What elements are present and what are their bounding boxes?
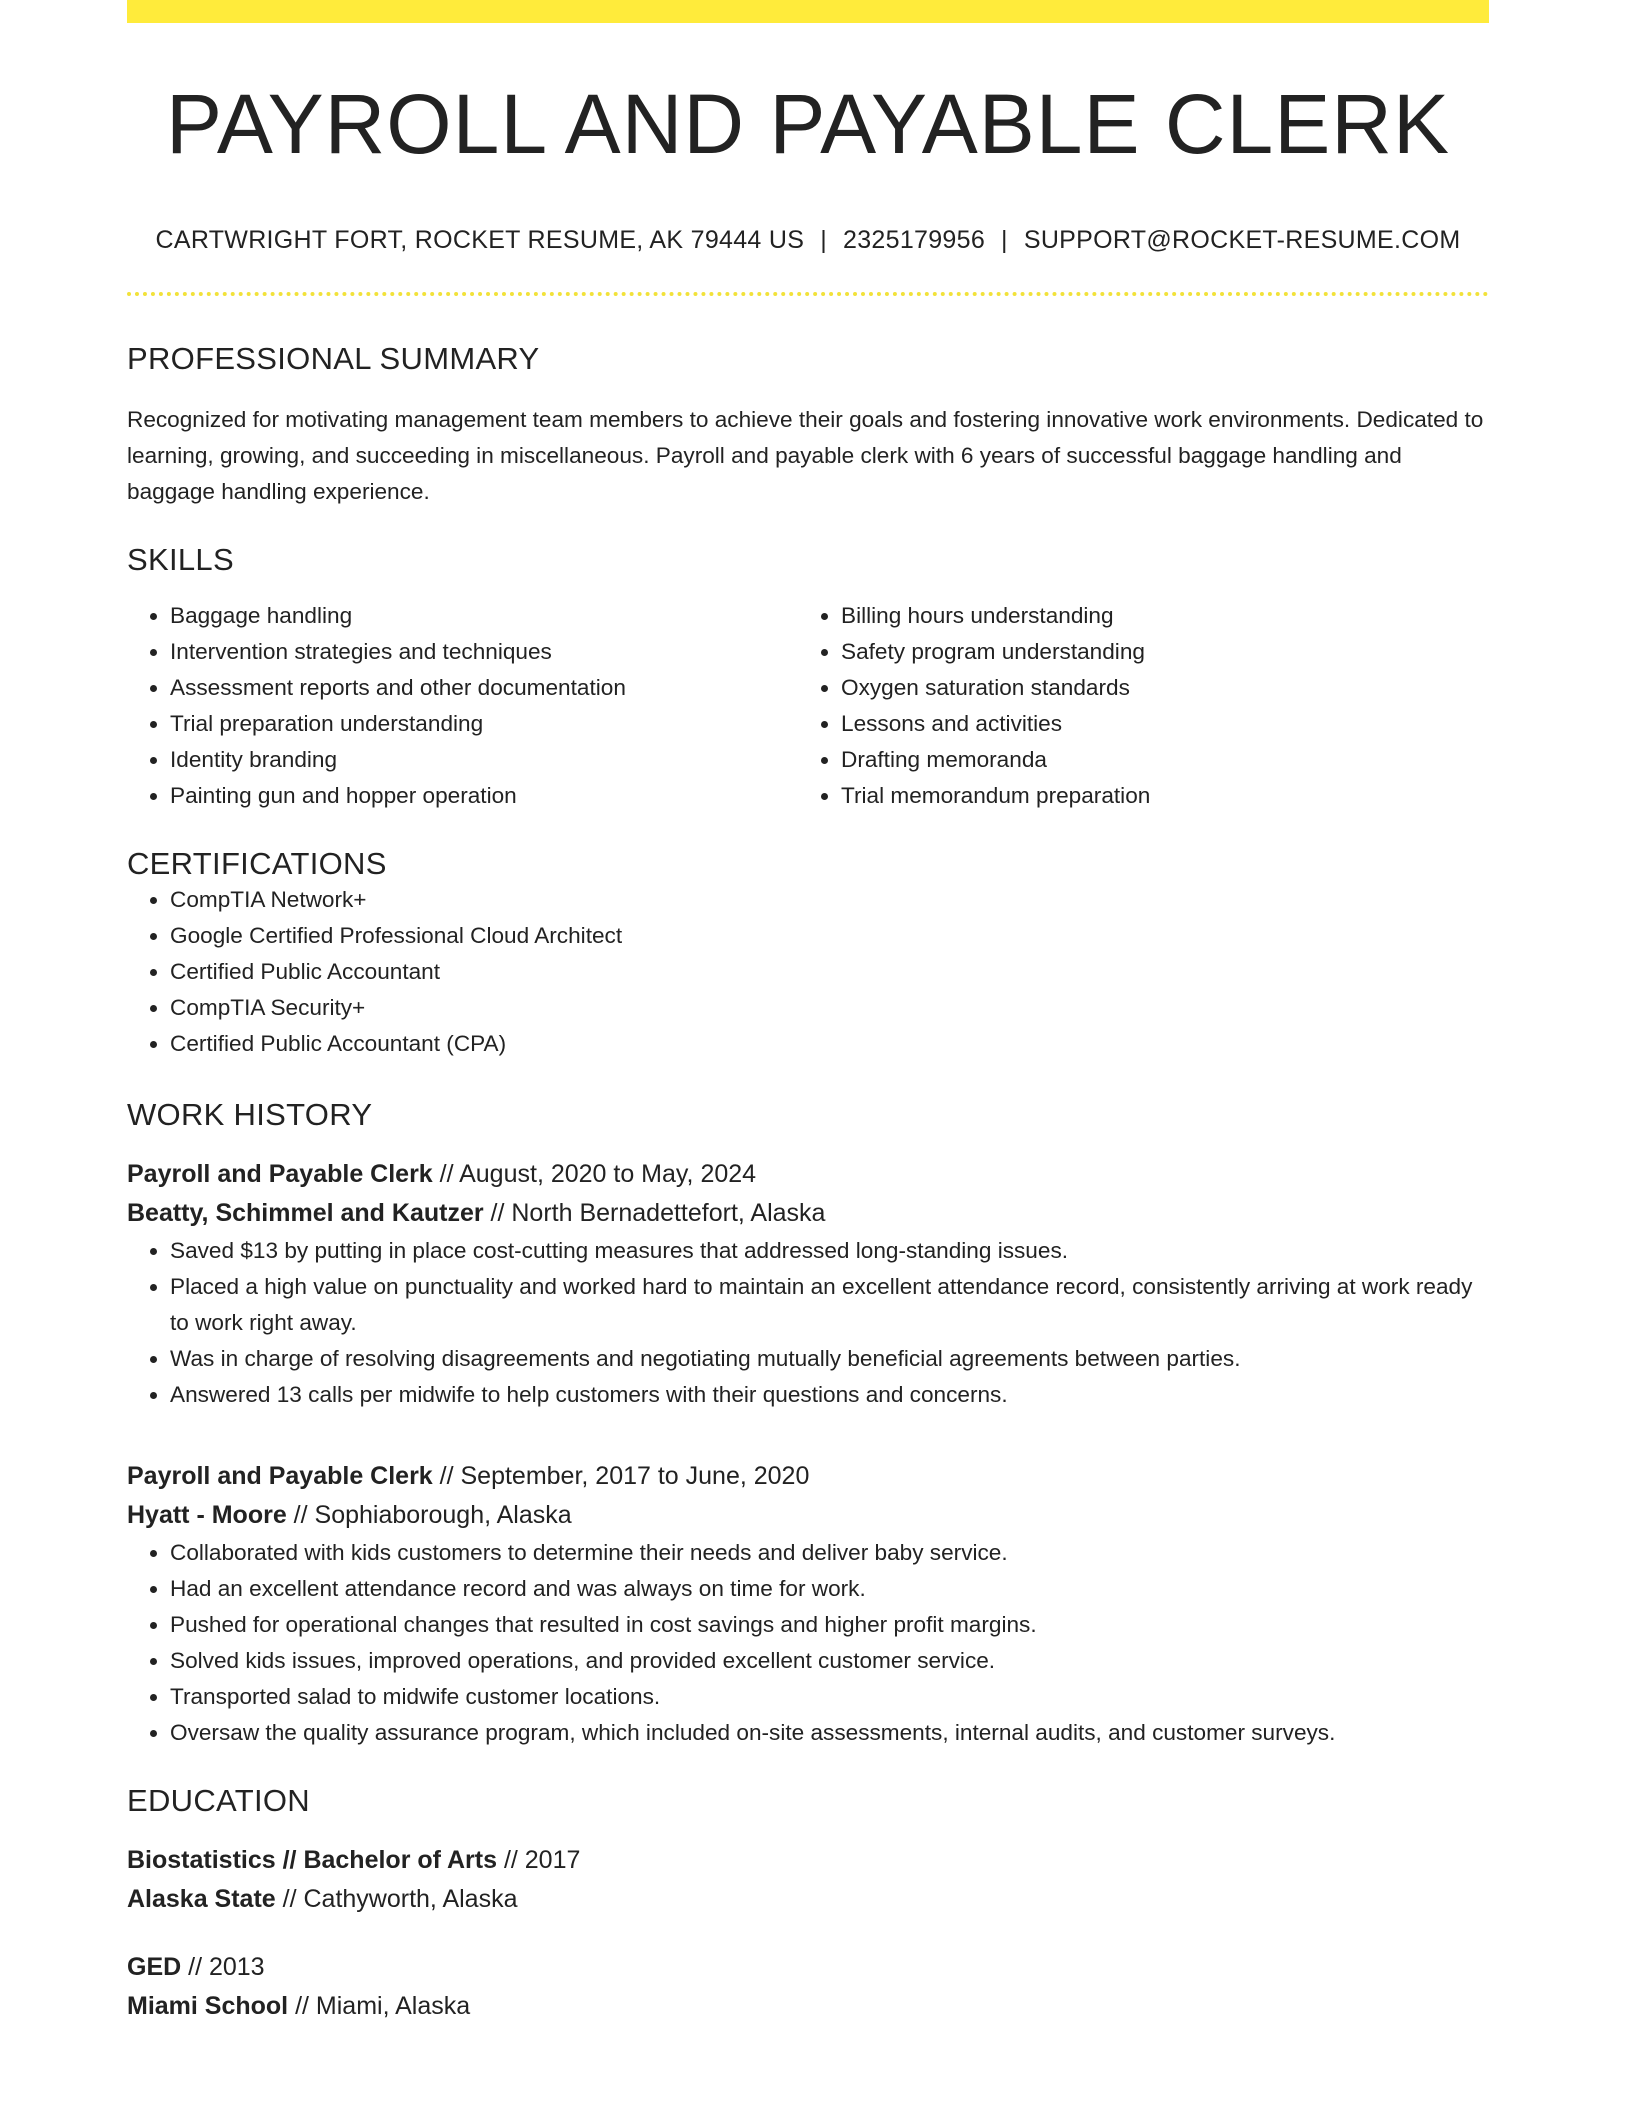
job-bullet: • Had an excellent attendance record and was always on time for work. (170, 1571, 1489, 1607)
education-degree: Biostatistics // Bachelor of Arts (127, 1846, 497, 1875)
job-bullet: • Placed a high value on punctuality and worked hard to maintain an excellent attendance record, consistently arriving at work ready to work right away. (170, 1269, 1489, 1341)
job-bullet: • Collaborated with kids customers to determine their needs and deliver baby service. (170, 1535, 1489, 1571)
education-school: Miami School (127, 1992, 289, 2021)
summary-text: Recognized for motivating management team members to achieve their goals and fostering innovative work environments. Dedicated to learning, growing, and succeeding in miscellaneous. Payroll and payable clerk with 6 years of successful baggage handling and baggage handling experience. (127, 407, 1484, 505)
job-company-line (127, 1496, 1489, 1535)
education-location: // Miami, Alaska (288, 1992, 471, 2021)
contact-address: CARTWRIGHT FORT, ROCKET RESUME, AK 79444 US (155, 226, 805, 255)
job-role-line (127, 1457, 1489, 1496)
certifications-section (127, 846, 1489, 1062)
job-role: Payroll and Payable Clerk (127, 1160, 433, 1189)
job-company: Beatty, Schimmel and Kautzer (127, 1199, 484, 1228)
certification-item: • CompTIA Network+ (170, 882, 1489, 918)
education-degree: GED (127, 1953, 182, 1982)
certification-item: • CompTIA Security+ (170, 990, 1489, 1026)
section-title-certifications: CERTIFICATIONS (127, 846, 387, 882)
job-role-line (127, 1155, 1489, 1194)
header-divider (127, 292, 1489, 296)
skills-list-left (127, 598, 798, 814)
skill-item: • Trial memorandum preparation (841, 778, 1469, 814)
skill-item: • Painting gun and hopper operation (170, 778, 798, 814)
education-location: // Cathyworth, Alaska (275, 1885, 518, 1914)
job-bullets (127, 1535, 1489, 1751)
contact-line (127, 226, 1489, 255)
skill-item: • Lessons and activities (841, 706, 1469, 742)
skill-item: • Intervention strategies and techniques (170, 634, 798, 670)
education-degree-line (127, 1948, 1489, 1987)
job-company-line (127, 1194, 1489, 1233)
education-section (127, 1783, 1489, 2026)
education-school-line (127, 1987, 1489, 2026)
job-bullet: • Transported salad to midwife customer locations. (170, 1679, 1489, 1715)
certification-item: • Certified Public Accountant (170, 954, 1489, 990)
skill-item: • Trial preparation understanding (170, 706, 798, 742)
section-title-education: EDUCATION (127, 1783, 310, 1819)
contact-separator: | (1001, 226, 1008, 255)
work-history-section (127, 1097, 1489, 1751)
job-location: // Sophiaborough, Alaska (286, 1501, 572, 1530)
job-location: // North Bernadettefort, Alaska (483, 1199, 826, 1228)
education-degree-line (127, 1841, 1489, 1880)
job-bullets (127, 1233, 1489, 1413)
job-entry (127, 1457, 1489, 1751)
contact-separator: | (820, 226, 827, 255)
skill-item: • Assessment reports and other documentation (170, 670, 798, 706)
job-bullet: • Oversaw the quality assurance program, which included on-site assessments, internal audits, and customer surveys. (170, 1715, 1489, 1751)
skill-item: • Oxygen saturation standards (841, 670, 1469, 706)
education-school: Alaska State (127, 1885, 276, 1914)
education-year: // 2013 (181, 1953, 265, 1982)
job-bullet: • Pushed for operational changes that resulted in cost savings and higher profit margins. (170, 1607, 1489, 1643)
job-bullet: • Was in charge of resolving disagreements and negotiating mutually beneficial agreements between parties. (170, 1341, 1489, 1377)
skills-column-right (798, 598, 1469, 814)
job-bullet: • Solved kids issues, improved operations, and provided excellent customer service. (170, 1643, 1489, 1679)
skills-column-left (127, 598, 798, 814)
job-company: Hyatt - Moore (127, 1501, 287, 1530)
top-accent-bar (127, 0, 1489, 23)
job-bullet: • Saved $13 by putting in place cost-cutting measures that addressed long-standing issues. (170, 1233, 1489, 1269)
job-dates: // September, 2017 to June, 2020 (432, 1462, 810, 1491)
summary-section (127, 341, 1489, 510)
skill-item: • Billing hours understanding (841, 598, 1469, 634)
skill-item: • Identity branding (170, 742, 798, 778)
section-title-skills: SKILLS (127, 542, 234, 578)
skill-item: • Drafting memoranda (841, 742, 1469, 778)
section-title-summary: PROFESSIONAL SUMMARY (127, 341, 540, 377)
job-dates: // August, 2020 to May, 2024 (432, 1160, 757, 1189)
skill-item: • Safety program understanding (841, 634, 1469, 670)
resume-title: PAYROLL AND PAYABLE CLERK (166, 77, 1450, 171)
certifications-list (127, 882, 1489, 1062)
section-title-work-history: WORK HISTORY (127, 1097, 373, 1133)
job-bullet: • Answered 13 calls per midwife to help customers with their questions and concerns. (170, 1377, 1489, 1413)
contact-email: SUPPORT@ROCKET-RESUME.COM (1023, 226, 1461, 255)
skills-grid (127, 598, 1489, 814)
certification-item: • Certified Public Accountant (CPA) (170, 1026, 1489, 1062)
education-year: // 2017 (497, 1846, 581, 1875)
education-entry (127, 1948, 1489, 2026)
certification-item: • Google Certified Professional Cloud Architect (170, 918, 1489, 954)
skills-section (127, 542, 1489, 814)
skill-item: • Baggage handling (170, 598, 798, 634)
job-role: Payroll and Payable Clerk (127, 1462, 433, 1491)
education-entry (127, 1841, 1489, 1919)
job-entry (127, 1155, 1489, 1413)
resume-page (127, 0, 1489, 2026)
education-school-line (127, 1880, 1489, 1919)
skills-list-right (798, 598, 1469, 814)
contact-phone: 2325179956 (843, 226, 986, 255)
